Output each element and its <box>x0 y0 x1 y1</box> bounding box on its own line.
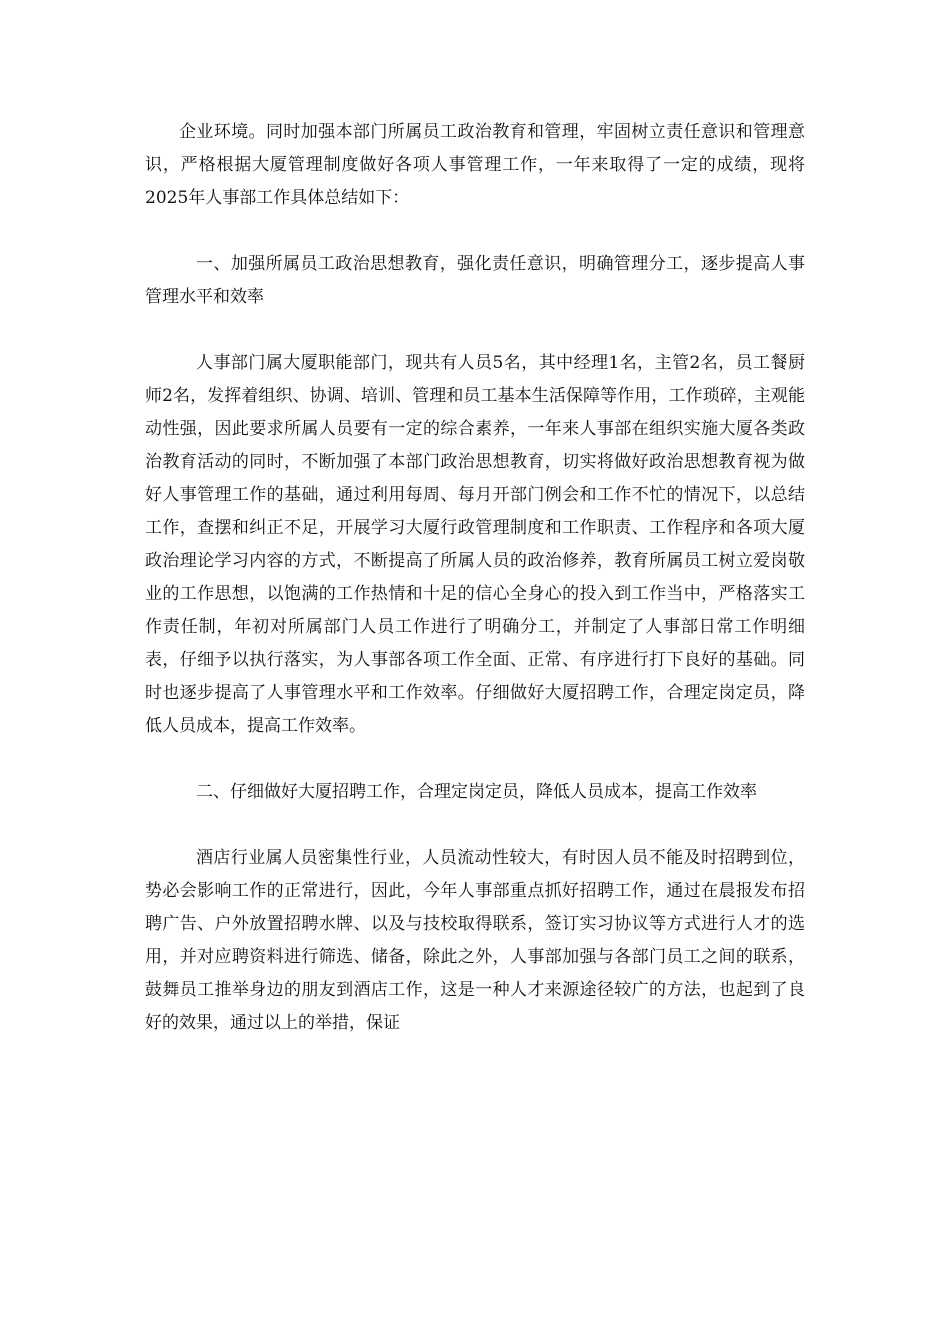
paragraph-recruitment: 酒店行业属人员密集性行业，人员流动性较大，有时因人员不能及时招聘到位，势必会影响工作的正常进行，因此，今年人事部重点抓好招聘工作，通过在晨报发布招聘广告、户外放置招聘水牌、以及与技校取得联系，签订实习协议等方式进行人才的选用，并对应聘资料进行筛选、储备，除此之外，人事部加强与各部门员工之间的联系，鼓舞员工推举身边的朋友到酒店工作，这是一种人才来源途径较广的方法，也起到了良好的效果，通过以上的举措，保证 <box>145 848 805 1033</box>
section-heading-1: 一、加强所属员工政治思想教育，强化责任意识，明确管理分工，逐步提高人事管理水平和效率 <box>145 254 805 307</box>
section-heading-2: 二、仔细做好大厦招聘工作，合理定岗定员，降低人员成本，提高工作效率 <box>196 782 757 802</box>
paragraph-staffing: 人事部门属大厦职能部门，现共有人员5名，其中经理1名，主管2名，员工餐厨师2名，发挥着组织、协调、培训、管理和员工基本生活保障等作用，工作琐碎，主观能动性强，因此要求所属人员要有一定的综合素养，一年来人事部在组织实施大厦各类政治教育活动的同时，不断加强了本部门政治思想教育，切实将做好政治思想教育视为做好人事管理工作的基础，通过利用每周、每月开部门例会和工作不忙的情况下，以总结工作，查摆和纠正不足，开展学习大厦行政管理制度和工作职责、工作程序和各项大厦政治理论学习内容的方式，不断提高了所属人员的政治修养，教育所属员工树立爱岗敬业的工作思想，以饱满的工作热情和十足的信心全身心的投入到工作当中，严格落实工作责任制，年初对所属部门人员工作进行了明确分工，并制定了人事部日常工作明细表，仔细予以执行落实，为人事部各项工作全面、正常、有序进行打下良好的基础。同时也逐步提高了人事管理水平和工作效率。仔细做好大厦招聘工作，合理定岗定员，降低人员成本，提高工作效率。 <box>145 353 805 736</box>
document-body <box>145 116 805 1073</box>
paragraph-intro-continuation: 企业环境。同时加强本部门所属员工政治教育和管理，牢固树立责任意识和管理意识，严格根据大厦管理制度做好各项人事管理工作，一年来取得了一定的成绩，现将2025年人事部工作具体总结如下： <box>145 122 805 208</box>
